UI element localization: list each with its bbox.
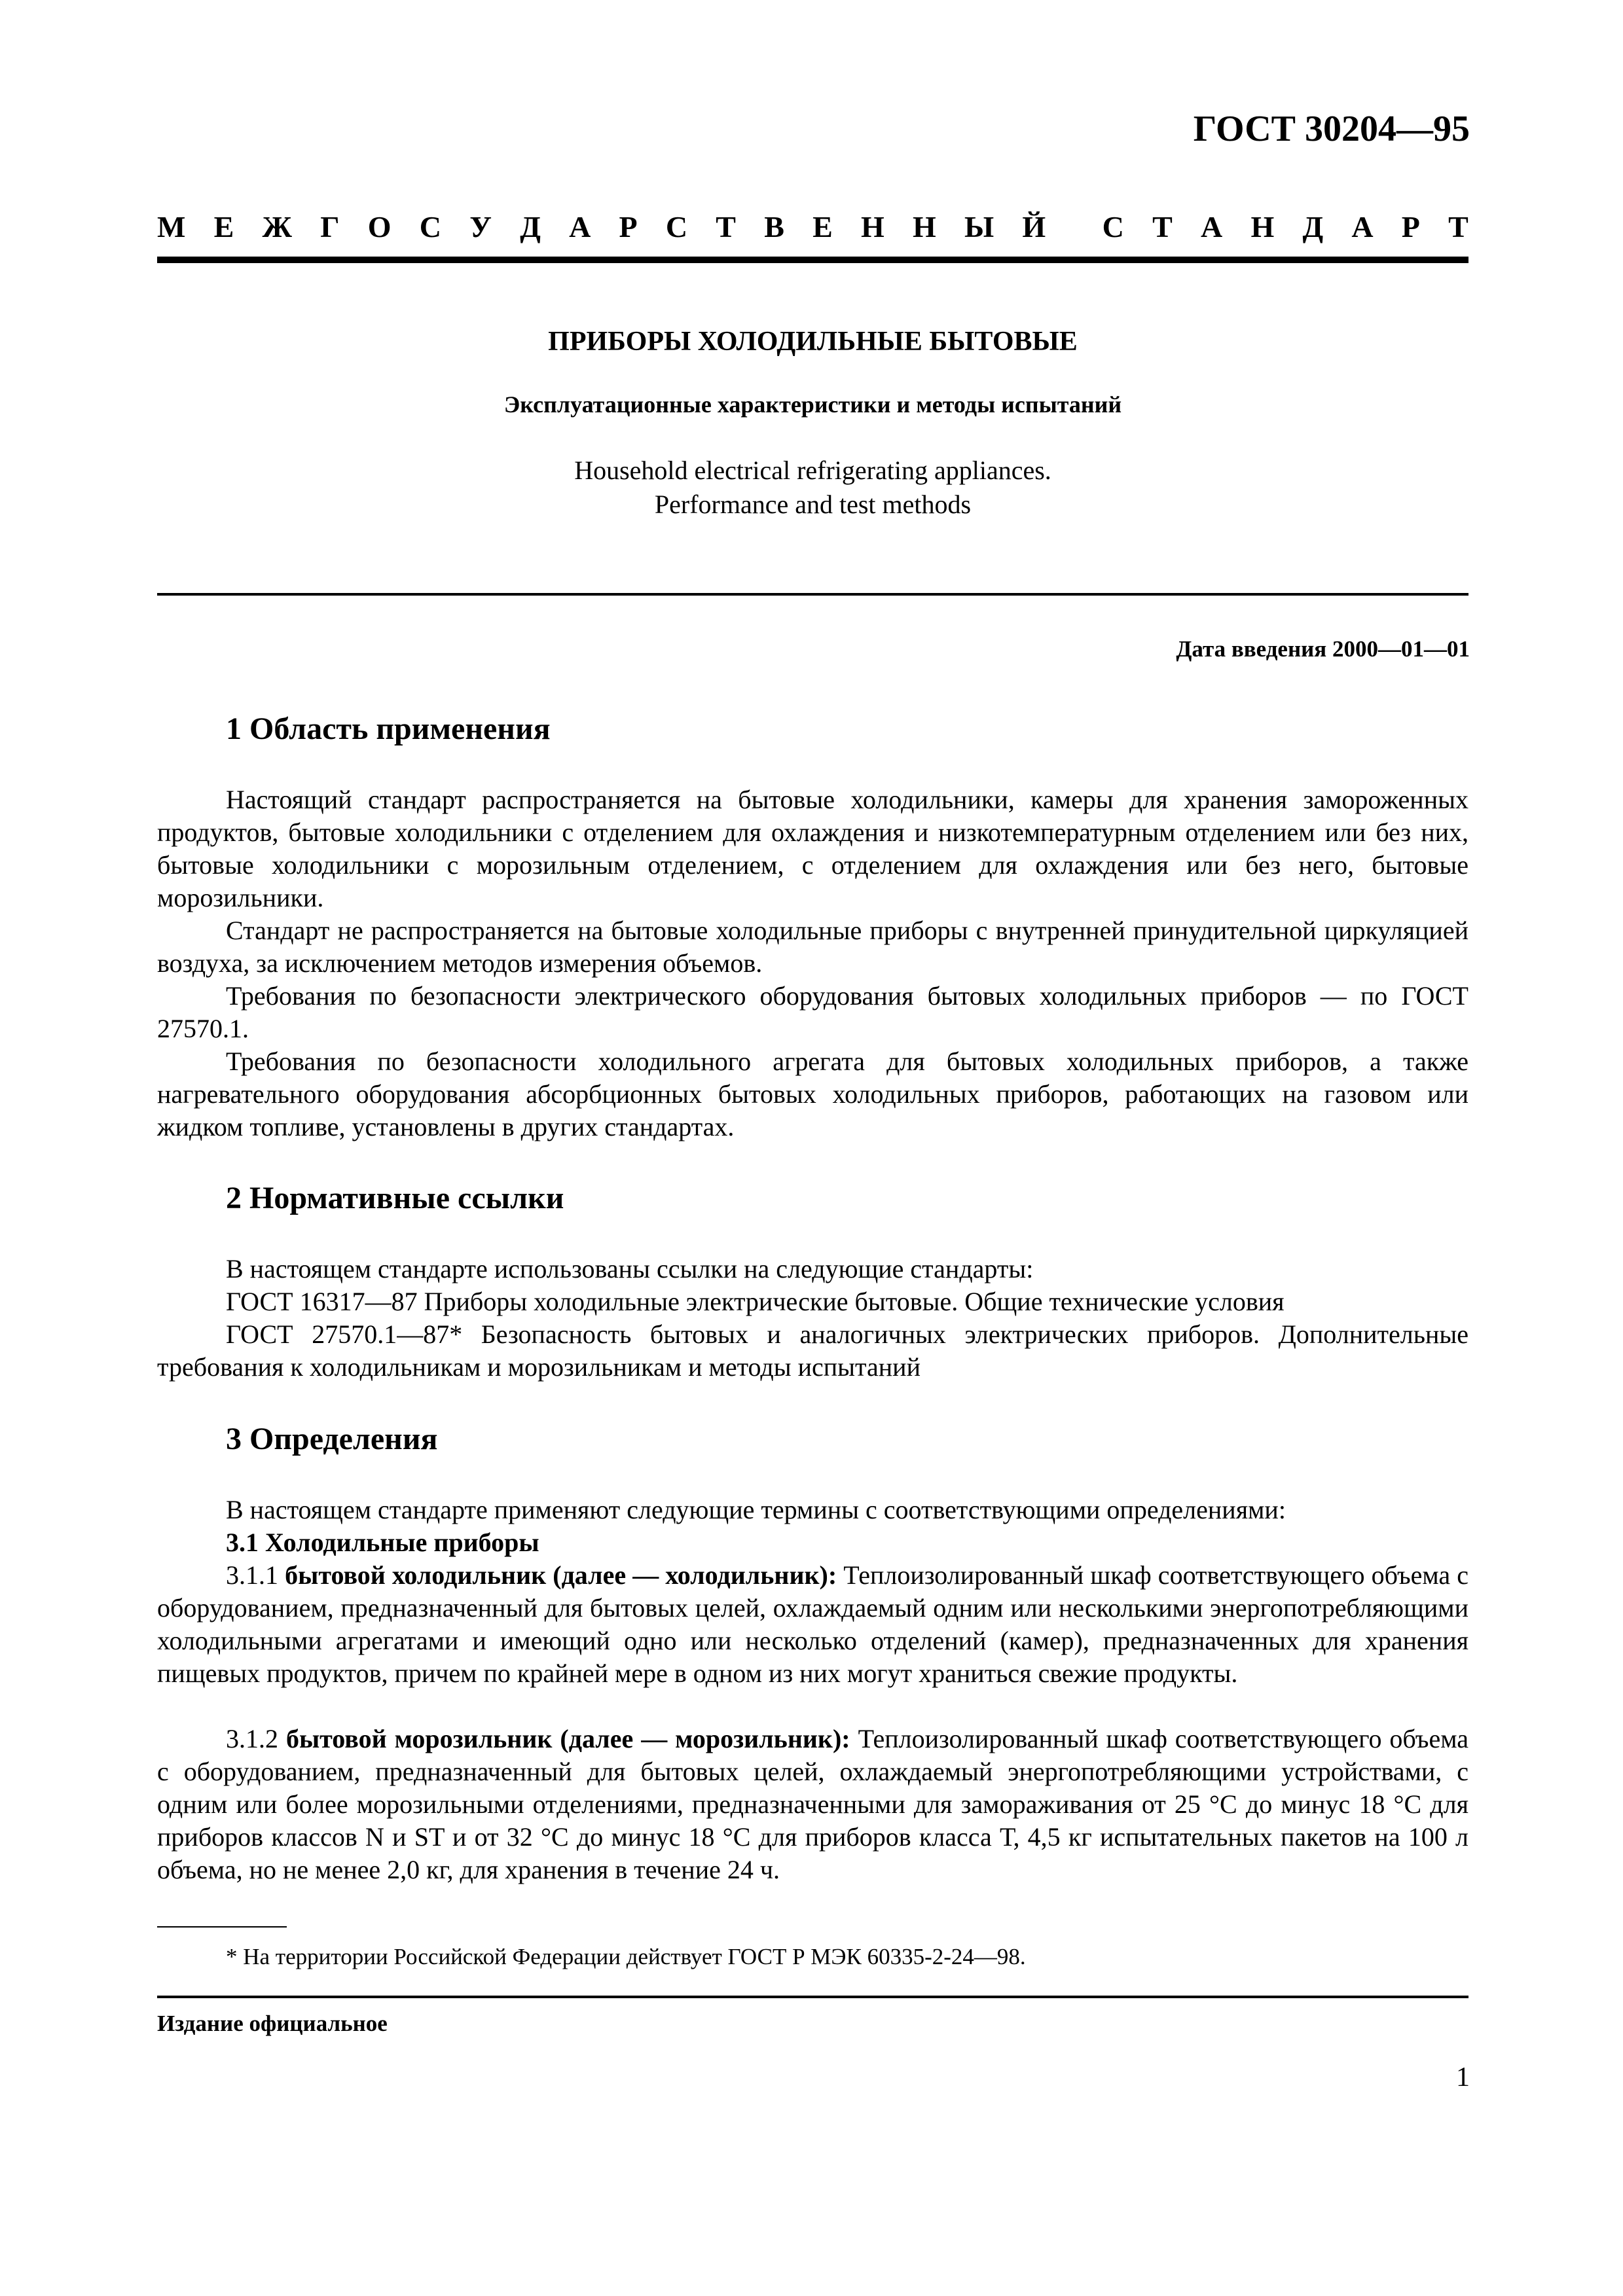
category-letter: М [157,210,186,243]
reference-item: ГОСТ 16317—87 Приборы холодильные электрические бытовые. Общие технические условия [226,1287,1285,1316]
standard-category [157,209,1468,244]
references-intro: В настоящем стандарте использованы ссылки на следующие стандарты: [226,1254,1034,1283]
footnote: * На территории Российской Федерации действует ГОСТ Р МЭК 60335-2-24—98. [226,1944,1026,1969]
english-title-line: Performance and test methods [654,490,972,519]
category-letter: С [419,210,441,243]
header-divider [157,257,1468,263]
section-heading-definitions: 3 Определения [226,1422,438,1456]
definition-number: 3.1.1 [226,1560,278,1590]
section-heading-references: 2 Нормативные ссылки [226,1181,564,1215]
reference-item: ГОСТ 27570.1—87* Безопасность бытовых и аналогичных электрических приборов. Дополнительные требования к холодильникам и морозильникам и методы испытаний [157,1319,1468,1382]
edition-label: Издание официальное [157,2011,388,2036]
category-letter: Й [1022,210,1046,243]
english-title-line: Household electrical refrigerating appliances. [574,456,1051,485]
scope-paragraph: Стандарт не распространяется на бытовые холодильные приборы с внутренней принудительной циркуляцией воздуха, за исключением методов измерения объемов. [157,916,1468,978]
introduction-date: Дата введения 2000—01—01 [1176,636,1470,662]
category-letter: А [1351,210,1374,243]
definitions-intro: В настоящем стандарте применяют следующие термины с соответствующими определениями: [226,1495,1286,1524]
section-heading-scope: 1 Область применения [226,711,551,746]
category-letter: Н [1250,210,1275,243]
category-letter: Т [1448,210,1468,243]
category-letter: Д [1302,210,1324,243]
english-title [157,454,1468,522]
category-letter: О [367,210,392,243]
definition-text: Теплоизолированный шкаф соответствующего объема с оборудованием, предназначенный для бытовых целей, охлаждаемый одним или несколькими энергопотребляющими холодильными агрегатами и имеющий одно или несколько отделений (камер), предназначенных для хранения пищевых продуктов, причем по крайней мере в одном из них могут храниться свежие продукты. [157,1560,1469,1688]
page-number: 1 [1456,2062,1470,2092]
category-letter: А [569,210,591,243]
category-letter: Д [520,210,541,243]
category-letter: Ы [964,210,994,243]
document-subtitle: Эксплуатационные характеристики и методы испытаний [503,391,1122,418]
category-letter: А [1200,210,1223,243]
scope-paragraph: Требования по безопасности холодильного агрегата для бытовых холодильных приборов, а также нагревательного оборудования абсорбционных бытовых холодильных приборов, работающих на газовом или жидком топливе, установлены в других стандартах. [157,1047,1468,1141]
definition-text: Теплоизолированный шкаф соответствующего объема с оборудованием, предназначенный для бытовых целей, охлаждаемый энергопотребляющими устройствами, с одним или более морозильными отделениями, предназначенными для замораживания от 25 °С до минус 18 °С для приборов классов N и ST и от 32 °С до минус 18 °С для приборов класса Т, 4,5 кг испытательных пакетов на 100 л объема, но не менее 2,0 кг, для хранения в течение 24 ч. [157,1724,1469,1884]
document-title: ПРИБОРЫ ХОЛОДИЛЬНЫЕ БЫТОВЫЕ [548,327,1078,357]
definition-number: 3.1.2 [226,1724,278,1753]
footer-divider [157,1996,1468,1998]
category-letter: У [469,210,492,243]
category-letter: В [764,210,784,243]
title-divider [157,593,1468,596]
footnote-divider [157,1926,287,1928]
category-letter: Г [320,210,340,243]
definition-term: бытовой морозильник (далее — морозильник): [285,1724,850,1753]
category-letter: Ж [262,210,293,243]
scope-paragraph: Настоящий стандарт распространяется на бытовые холодильники, камеры для хранения замороженных продуктов, бытовые холодильники с отделением для охлаждения и низкотемпературным отделением или без них, бытовые холодильники с морозильным отделением, с отделением для охлаждения или без него, бытовые морозильники. [157,785,1468,912]
scope-paragraph: Требования по безопасности электрического оборудования бытовых холодильных приборов — по ГОСТ 27570.1. [157,981,1468,1043]
definition-term: бытовой холодильник (далее — холодильник): [285,1560,837,1590]
category-letter: Н [861,210,884,243]
category-letter: Н [913,210,936,243]
category-letter: Р [619,210,638,243]
category-letter: Е [812,210,833,243]
definition-refrigerator [157,1559,1468,1690]
subsection-heading: 3.1 Холодильные приборы [226,1528,539,1557]
category-letter: Р [1401,210,1420,243]
category-letter: Е [213,210,234,243]
category-letter: С [1102,210,1124,243]
definition-freezer [157,1723,1468,1886]
category-letter: С [665,210,688,243]
category-letter: Т [1152,210,1173,243]
category-letter: Т [716,210,736,243]
document-number: ГОСТ 30204—95 [1193,109,1470,149]
